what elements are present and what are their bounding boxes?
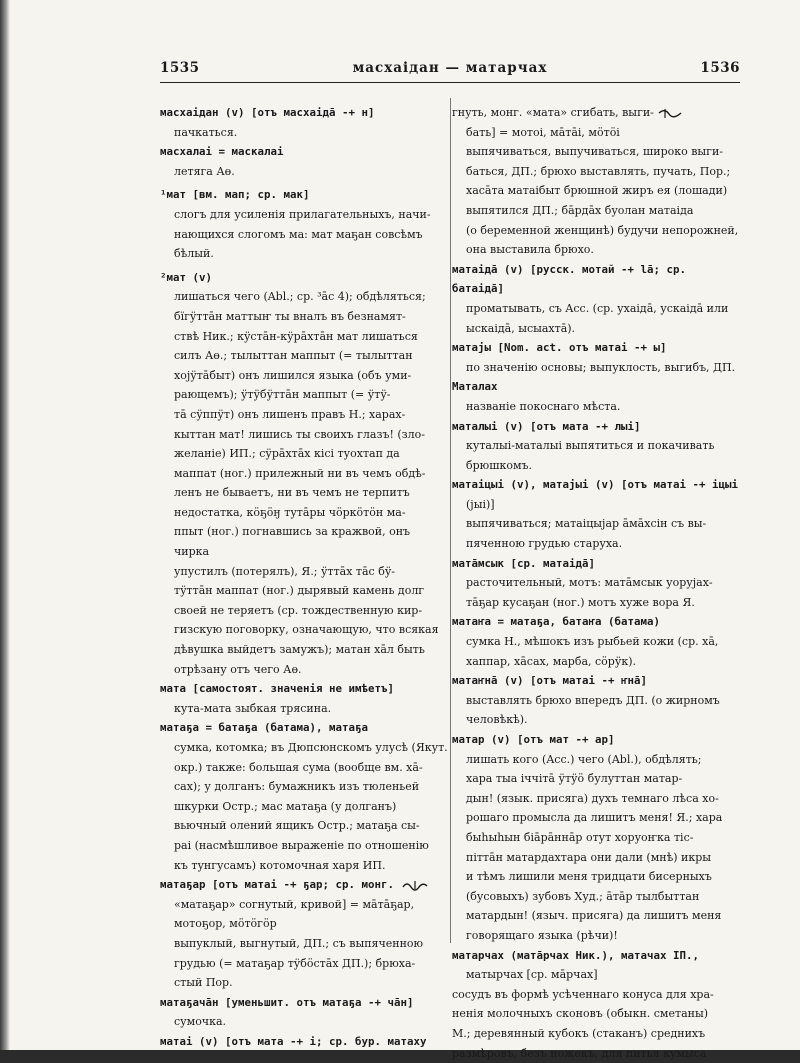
entry-matai bbox=[160, 1032, 448, 1052]
entry-line: проматывать, съ Acc. (ср. ухаідā, ускаідā или bbox=[452, 299, 740, 319]
entry-definition: сумочка. bbox=[160, 1012, 448, 1032]
entry-line: маппат (ног.) прилежный ни въ чемъ обдѣ- bbox=[160, 464, 448, 484]
column-divider bbox=[450, 98, 451, 943]
page-number-right: 1536 bbox=[700, 60, 740, 76]
entry-line: брюшкомъ. bbox=[452, 456, 740, 476]
entry-line: нающихся слогомъ ма: мат маҕан совсѣмъ bbox=[160, 225, 448, 245]
entry-line: говорящаго языка (рѣчи)! bbox=[452, 926, 740, 946]
entry-matalyi bbox=[452, 417, 740, 476]
entry-mataitsyi bbox=[452, 475, 740, 553]
entry-headword: матаjы [Nom. act. отъ матаі ‑+ ы] bbox=[452, 338, 740, 358]
entry-line: «матаҕар» согнутый, кривой] = мāтāҕар, bbox=[160, 895, 448, 915]
entry-line: слогъ для усиленія прилагательныхъ, начи- bbox=[160, 205, 448, 225]
entry-line: бать] = мотоі, мāтāі, мӧтӧі bbox=[452, 123, 740, 143]
header-rule bbox=[160, 82, 740, 83]
entry-matarchakh bbox=[452, 946, 740, 1063]
mongolian-script-icon bbox=[657, 107, 685, 119]
entry-line: ыскаідā, ысыахтā). bbox=[452, 319, 740, 339]
entry-line: (jыі)] bbox=[452, 495, 740, 515]
entry-headword: ²мат (v) bbox=[160, 268, 448, 288]
entry-line: ленъ не бываетъ, ни въ чемъ не терпитъ bbox=[160, 483, 448, 503]
entry-line: М.; деревянный кубокъ (стаканъ) среднихъ bbox=[452, 1024, 740, 1044]
entry-line: окр.) также: большая сума (вообще вм. хā- bbox=[160, 758, 448, 778]
entry-mataida bbox=[452, 260, 740, 338]
entry-line: кутaлыі-маталыі выпятиться и покачивать bbox=[452, 436, 740, 456]
entry-headword: матаҥа = матаҕа, батаҥа (батама) bbox=[452, 612, 740, 632]
entry-line: дѣвушка выйдетъ замужъ); матан хāл быть bbox=[160, 640, 448, 660]
entry-line: и тѣмъ лишили меня тридцати бисерныхъ bbox=[452, 867, 740, 887]
entry-definition: летяга Аө. bbox=[160, 162, 448, 182]
page-header bbox=[160, 60, 740, 82]
entry-line: лишать кого (Acc.) чего (Abl.), обдѣлять; bbox=[452, 750, 740, 770]
entry-headword: матарчах (матāрчах Ник.), матачах ІП., bbox=[452, 946, 740, 966]
entry-line: стый Пор. bbox=[160, 973, 448, 993]
entry-line: тā сӱппӱт) онъ лишенъ правъ Н.; харах- bbox=[160, 405, 448, 425]
entry-line: къ тунгусамъ) котомочная харя ИП. bbox=[160, 856, 448, 876]
entry-line: матырчах [ср. мāрчах] bbox=[452, 965, 740, 985]
entry-mataji bbox=[452, 338, 740, 377]
entry-mataga bbox=[160, 718, 448, 875]
entry-line: сосудъ въ формѣ усѣченнаго конуса для хра- bbox=[452, 985, 740, 1005]
entry-line: названіе покоснаго мѣста. bbox=[452, 397, 740, 417]
entry-headword: матāмсык [ср. матаідā] bbox=[452, 554, 740, 574]
entry-line: рающемъ); ӱтӱбӱттāн маппыт (= ӱтӱ- bbox=[160, 385, 448, 405]
entry-line: выпячиваться; матаіцыjар āмāхсiн съ вы- bbox=[452, 514, 740, 534]
entry-line: выпятился ДП.; бāрдāх буолан матаіда bbox=[452, 201, 740, 221]
entry-definition: кута-мата зыбкая трясина. bbox=[160, 699, 448, 719]
entry-headword: матаҥнā (v) [отъ матаі ‑+ ҥнā] bbox=[452, 671, 740, 691]
entry-headword: Маталах bbox=[452, 377, 740, 397]
entry-line: пяченною грудью старуха. bbox=[452, 534, 740, 554]
running-head: масхаідан — матарчах bbox=[160, 60, 740, 76]
entry-line: рошаго промысла да лишитъ меня! Я.; хара bbox=[452, 808, 740, 828]
entry-line: тāҕар кусаҕан (ног.) мотъ хуже вора Я. bbox=[452, 593, 740, 613]
entry-line: сумка Н., мѣшокъ изъ рыбьей кожи (ср. хā, bbox=[452, 632, 740, 652]
entry-maskhaidan bbox=[160, 103, 448, 142]
entry-line: хоjӱтāбыт) онъ лишился языка (объ уми- bbox=[160, 366, 448, 386]
entry-line: недостатка, кӧҕӧӈ тутāры чӧркӧтӧн ма- bbox=[160, 503, 448, 523]
entry-matalakh bbox=[452, 377, 740, 416]
left-column bbox=[160, 103, 448, 1038]
entry-headword: масхаідан (v) [отъ масхаідā ‑+ н] bbox=[160, 103, 448, 123]
entry-matar bbox=[452, 730, 740, 946]
entry-line: человѣкѣ). bbox=[452, 710, 740, 730]
entry-headword: матар (v) [отъ мат ‑+ ар] bbox=[452, 730, 740, 750]
entry-headword: маталыі (v) [отъ мата ‑+ лыі] bbox=[452, 417, 740, 437]
entry-headword: матаҕа = батаҕа (батама), матаҕа bbox=[160, 718, 448, 738]
entry-line: грудью (= матаҕар тӱбӧстāх ДП.); брюха- bbox=[160, 954, 448, 974]
entry-line: силъ Аө.; тылыттан маппыт (= тылыттан bbox=[160, 346, 448, 366]
entry-matanga bbox=[452, 612, 740, 671]
entry-line: ппыт (ног.) погнавшись за кражвой, онъ чирка bbox=[160, 522, 448, 561]
entry-line: хара тыа іччітā ӱтӱӧ булуттан матар- bbox=[452, 769, 740, 789]
entry-line: раі (насмѣшливое выраженіе по отношенію bbox=[160, 836, 448, 856]
entry-matamsyk bbox=[452, 554, 740, 613]
entry-line: ненія молочныхъ сконовъ (обыкн. сметаны) bbox=[452, 1004, 740, 1024]
entry-headword: матаі (v) [отъ мата ‑+ і; ср. бур. матаху bbox=[160, 1032, 448, 1052]
mongolian-script-icon bbox=[401, 879, 429, 891]
page-number-left: 1535 bbox=[160, 60, 200, 76]
entry-line: отрѣзану отъ чего Аө. bbox=[160, 660, 448, 680]
entry-line: своей не теряетъ (ср. тождественную кир- bbox=[160, 601, 448, 621]
entry-matagachan bbox=[160, 993, 448, 1032]
entry-headword: матаіцыі (v), матаjыі (v) [отъ матаі ‑+ іцыі bbox=[452, 475, 740, 495]
entry-mata bbox=[160, 679, 448, 718]
entry-maskhalai bbox=[160, 142, 448, 181]
entry-line: расточительный, мотъ: матāмсык уоруjах- bbox=[452, 573, 740, 593]
entry-line: по значенію основы; выпуклость, выгибъ, ДП. bbox=[452, 358, 740, 378]
entry-line: піттāн матардахтара они дали (мнѣ) икры bbox=[452, 848, 740, 868]
entry-matai-continued bbox=[452, 103, 740, 260]
entry-line: гизскую поговорку, означающую, что всякая bbox=[160, 620, 448, 640]
entry-line: (бусовыхъ) зубовъ Худ.; āтāр тылбыттан bbox=[452, 887, 740, 907]
entry-definition: пачкаться. bbox=[160, 123, 448, 143]
entry-headword: матаҕачāн [уменьшит. отъ матаҕа ‑+ чāн] bbox=[160, 993, 448, 1013]
page-edge-shadow bbox=[0, 0, 10, 1050]
entry-line: тӱттāн маппат (ног.) дырявый камень долг bbox=[160, 581, 448, 601]
entry-line: выпячиваться, выпучиваться, широко выги- bbox=[452, 142, 740, 162]
entry-mat-2 bbox=[160, 268, 448, 679]
entry-line: ствѣ Ник.; кӱстāн-кӱрāхтāн мат лишаться bbox=[160, 327, 448, 347]
right-column bbox=[452, 103, 740, 1038]
entry-line: выставлять брюхо впередъ ДП. (о жирномъ bbox=[452, 691, 740, 711]
entry-line: гнуть, монг. «мата» сгибать, выги- bbox=[452, 106, 654, 119]
entry-line: выпуклый, выгнутый, ДП.; съ выпяченною bbox=[160, 934, 448, 954]
entry-headword: масхалаі = маскалаі bbox=[160, 142, 448, 162]
entry-mat-1 bbox=[160, 185, 448, 263]
entry-line: дын! (язык. присяга) духъ темнаго лѣса хо- bbox=[452, 789, 740, 809]
entry-line: сах); у долганъ: бумажникъ изъ тюленьей bbox=[160, 777, 448, 797]
entry-line: бїгӱттāн маттыҥ ты вналъ въ безнамят- bbox=[160, 307, 448, 327]
entry-line: желаніе) ИП.; сӱрāхтāх кісі туохтап да bbox=[160, 444, 448, 464]
entry-line: матардын! (языч. присяга) да лишитъ меня bbox=[452, 906, 740, 926]
entry-line: она выставила брюхо. bbox=[452, 240, 740, 260]
entry-line: быhыһын біāрāннāр отут хоруоҥка тiс- bbox=[452, 828, 740, 848]
entry-line: (о беременной женщинѣ) будучи непорожней, bbox=[452, 221, 740, 241]
entry-line: хасāта матаібыт брюшной жиръ ея (лошади) bbox=[452, 181, 740, 201]
entry-line: мотоҕор, мӧтӧгӧр bbox=[160, 914, 448, 934]
entry-line: баться, ДП.; брюхо выставлять, пучать, Пор.; bbox=[452, 162, 740, 182]
entry-line: бѣлый. bbox=[160, 244, 448, 264]
entry-line: размѣровъ, безъ ножекъ, для питья кумыса bbox=[452, 1044, 740, 1063]
entry-matangna bbox=[452, 671, 740, 730]
entry-line: вьючный олений ящикъ Остр.; матаҕа сы- bbox=[160, 816, 448, 836]
entry-matagar bbox=[160, 875, 448, 993]
entry-line: сумка, котомка; въ Дюпсюнскомъ улусѣ (Якут. bbox=[160, 738, 448, 758]
entry-headword: матаідā (v) [русск. мотай ‑+ lā; ср. батаідā] bbox=[452, 260, 740, 299]
entry-line: шкурки Остр.; мас матаҕа (у долганъ) bbox=[160, 797, 448, 817]
entry-line: лишаться чего (Abl.; ср. ³āс 4); обдѣляться; bbox=[160, 287, 448, 307]
entry-headword: ¹мат [вм. мап; ср. мак] bbox=[160, 185, 448, 205]
entry-line: хаппар, хāсах, марба, сӧрӱк). bbox=[452, 652, 740, 672]
entry-headword: мата [самостоят. значенія не имѣетъ] bbox=[160, 679, 448, 699]
entry-line: кыттан мат! лишись ты своихъ глазъ! (зло- bbox=[160, 425, 448, 445]
entry-line: упустилъ (потерялъ), Я.; ӱттāх тāс бӱ- bbox=[160, 562, 448, 582]
entry-headword: матаҕар [отъ матаі ‑+ ҕар; ср. монг. bbox=[160, 878, 394, 891]
